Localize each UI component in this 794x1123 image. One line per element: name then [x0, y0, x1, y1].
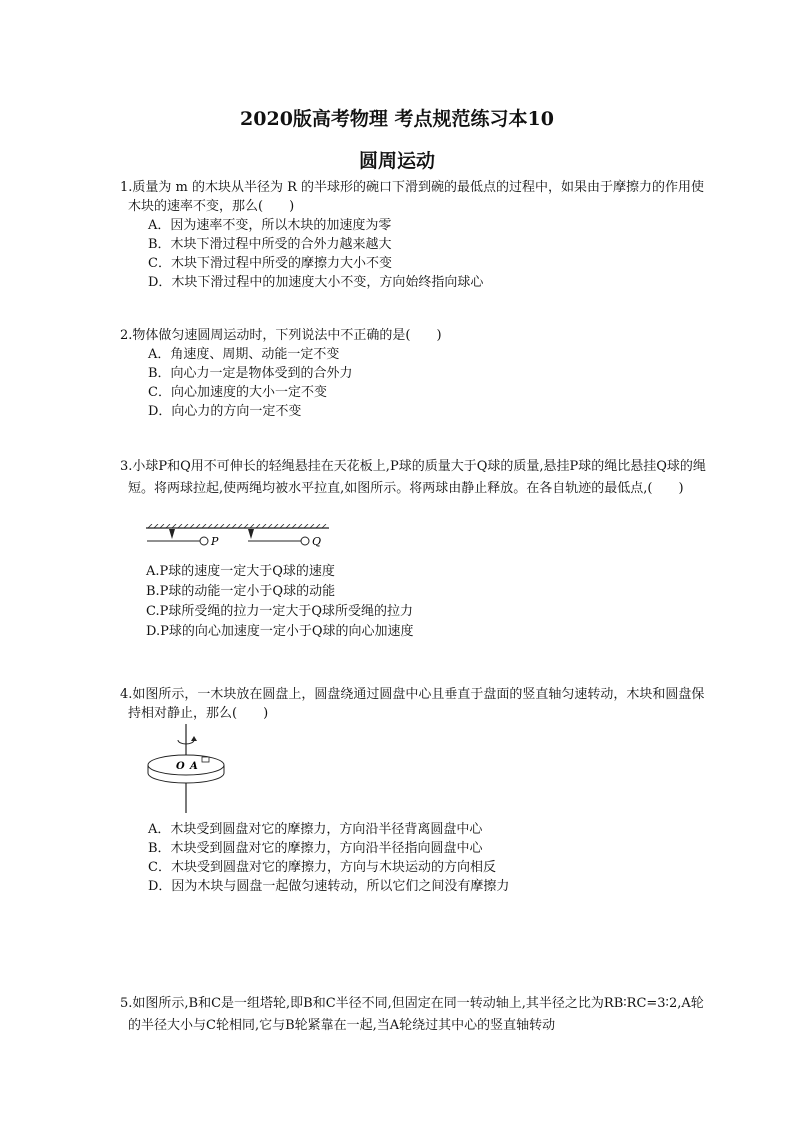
- ball-p: [200, 537, 208, 545]
- option-d: D．木块下滑过程中的加速度大小不变，方向始终指向球心: [148, 275, 484, 290]
- option-a: A．角速度、周期、动能一定不变: [148, 347, 340, 362]
- option-b: B．向心力一定是物体受到的合外力: [148, 366, 353, 381]
- question-3: [120, 456, 710, 500]
- disk-top: [148, 755, 224, 775]
- question-5: [120, 993, 710, 1037]
- pivot-p: [169, 529, 175, 539]
- label-q: Q: [312, 535, 322, 548]
- label-p: P: [211, 535, 219, 548]
- label-a: A: [190, 761, 198, 772]
- option-c: C．木块受到圆盘对它的摩擦力，方向与木块运动的方向相反: [148, 860, 496, 875]
- disk-figure: [145, 722, 240, 814]
- option-a: A.P球的速度一定大于Q球的速度: [146, 564, 335, 579]
- option-a: A．因为速率不变，所以木块的加速度为零: [148, 218, 392, 233]
- question-4-options: [120, 820, 710, 896]
- option-c: C．木块下滑过程中所受的摩擦力大小不变: [148, 256, 392, 271]
- question-stem: 3.小球P和Q用不可伸长的轻绳悬挂在天花板上,P球的质量大于Q球的质量,悬挂P球的绳比悬挂Q球的绳短。将两球拉起,使两绳均被水平拉直,如图所示。将两球由静止释放。在各自轨迹的最低点,( ): [120, 459, 706, 496]
- option-a: A．木块受到圆盘对它的摩擦力，方向沿半径背离圆盘中心: [148, 822, 483, 837]
- option-b: B．木块下滑过程中所受的合外力越来越大: [148, 237, 392, 252]
- question-1: [120, 178, 710, 292]
- label-o: O: [176, 761, 185, 772]
- pendulum-figure: [144, 524, 334, 560]
- question-stem: 5.如图所示,B和C是一组塔轮,即B和C半径不同,但固定在同一转动轴上,其半径之比为RB∶RC=3∶2,A轮的半径大小与C轮相同,它与B轮紧靠在一起,当A轮绕过其中心的竖直轴转动: [120, 996, 704, 1033]
- block: [202, 757, 209, 762]
- option-d: D.P球的向心加速度一定小于Q球的向心加速度: [146, 624, 414, 639]
- rotation-arrow-head: [191, 736, 197, 741]
- question-3-options: [120, 562, 710, 642]
- ball-q: [301, 537, 309, 545]
- question-stem: 1.质量为 m 的木块从半径为 R 的半球形的碗口下滑到碗的最低点的过程中，如果由于摩擦力的作用使木块的速率不变，那么( ): [120, 180, 705, 214]
- option-b: B.P球的动能一定小于Q球的动能: [146, 584, 336, 599]
- document-subtitle: 圆周运动: [358, 150, 435, 172]
- option-d: D．因为木块与圆盘一起做匀速转动，所以它们之间没有摩擦力: [148, 879, 510, 894]
- question-stem: 2.物体做匀速圆周运动时，下列说法中不正确的是( ): [120, 328, 442, 343]
- pivot-q: [248, 529, 254, 539]
- option-b: B．木块受到圆盘对它的摩擦力，方向沿半径指向圆盘中心: [148, 841, 483, 856]
- question-2: [120, 326, 710, 421]
- question-stem: 4.如图所示，一木块放在圆盘上，圆盘绕通过圆盘中心且垂直于盘面的竖直轴匀速转动，木块和圆盘保持相对静止，那么( ): [120, 687, 705, 721]
- option-c: C.P球所受绳的拉力一定大于Q球所受绳的拉力: [146, 604, 414, 619]
- option-c: C．向心加速度的大小一定不变: [148, 385, 327, 400]
- option-d: D．向心力的方向一定不变: [148, 404, 302, 419]
- document-title: 2020版高考物理 考点规范练习本10: [240, 108, 554, 130]
- question-4: [120, 685, 710, 723]
